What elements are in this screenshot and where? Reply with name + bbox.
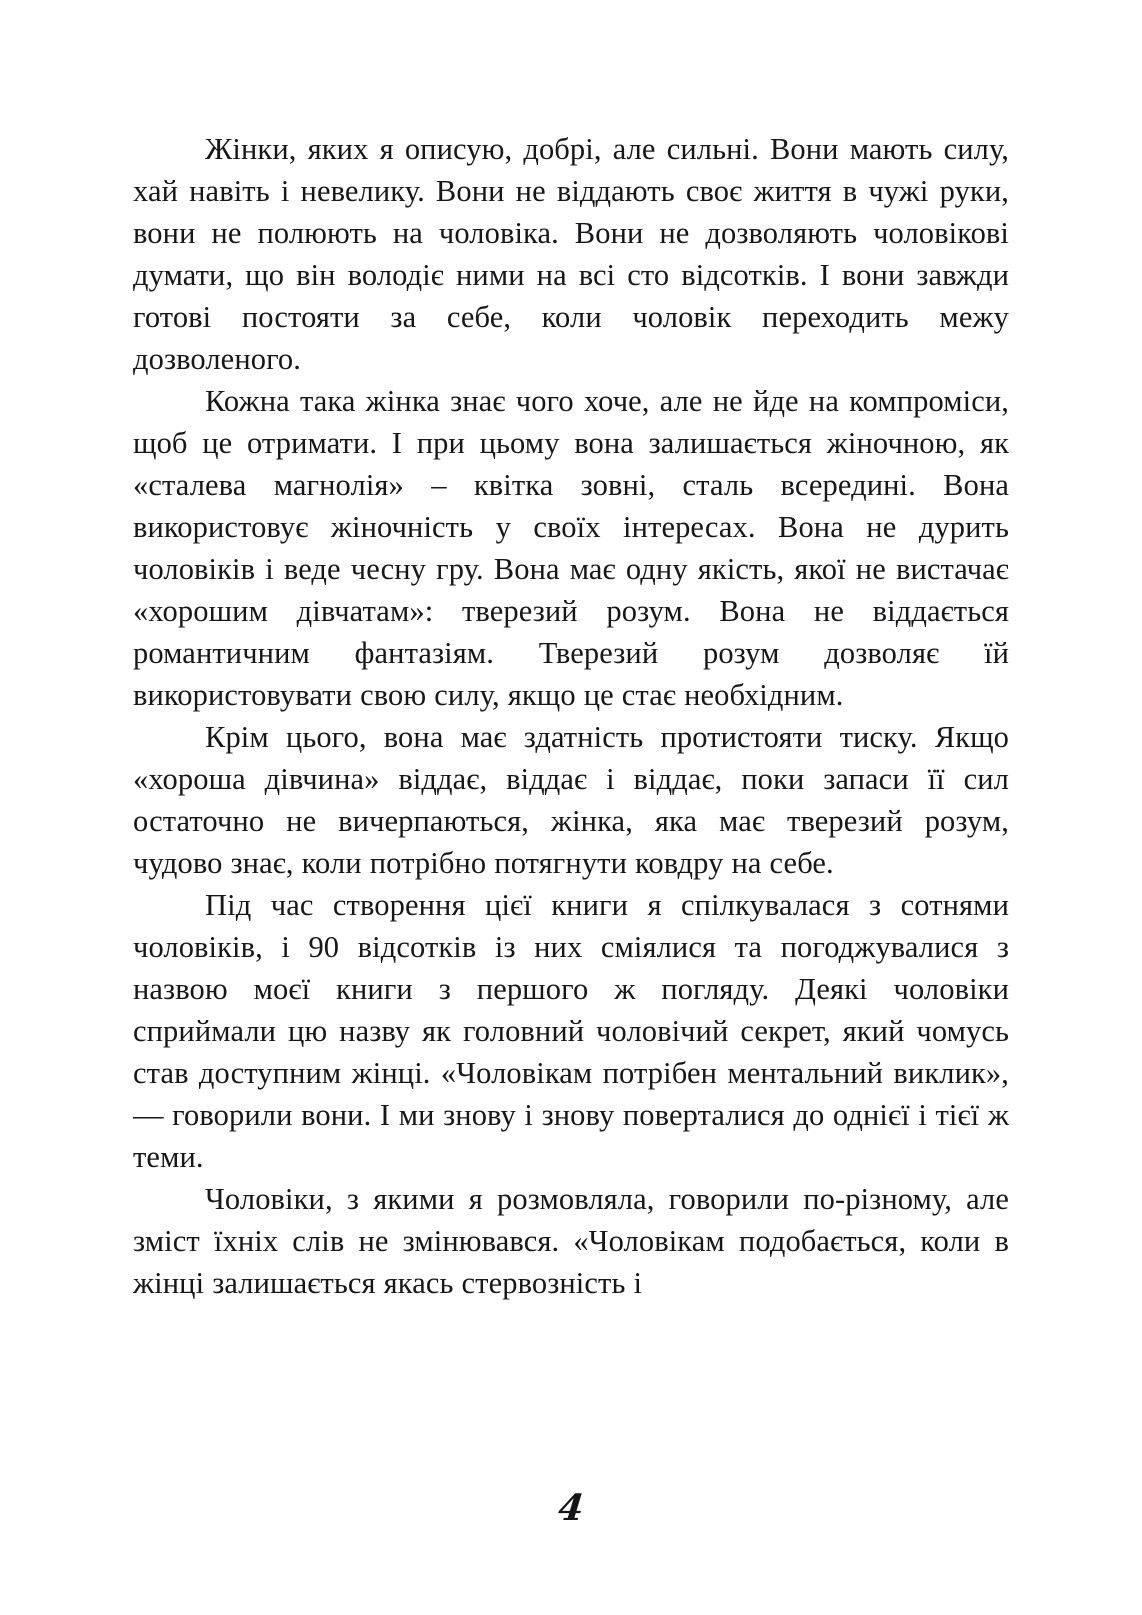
paragraph: Крім цього, вона має здатність протистояти тиску. Якщо «хороша дівчина» віддає, віддає і віддає, поки запаси її сил остаточно не вичерпаються, жінка, яка має тверезий розум, чудово знає, коли потрібно потягнути ковдру на себе. xyxy=(133,720,1009,880)
paragraph: Кожна така жінка знає чого хоче, але не йде на компроміси, щоб це отримати. І при цьому вона залишається жіночною, як «сталева магнолія» – квітка зовні, сталь всередині. Вона використовує жіночність у своїх інтересах. Вона не дурить чоловіків і веде чесну гру. Вона має одну якість, якої не вистачає «хорошим дівчатам»: тверезий розум. Вона не віддається романтичним фантазіям. Тверезий розум дозволяє їй використовувати свою силу, якщо це стає необхідним. xyxy=(133,384,1009,712)
paragraph: Чоловіки, з якими я розмовляла, говорили по-різному, але зміст їхніх слів не змінювався. «Чоловікам подобається, коли в жінці залишається якась стервозність і xyxy=(133,1182,1009,1300)
text-column xyxy=(133,128,1009,1304)
paragraph: Жінки, яких я описую, добрі, але сильні. Вони мають силу, хай навіть і невелику. Вони не віддають своє життя в чужі руки, вони не полюють на чоловіка. Вони не дозволяють чоловікові думати, що він володіє ними на всі сто відсотків. І вони завжди готові постояти за себе, коли чоловік переходить межу дозволеного. xyxy=(133,132,1009,376)
paragraph: Під час створення цієї книги я спілкувалася з сотнями чоловіків, і 90 відсотків із них сміялися та погоджувалися з назвою моєї книги з першого ж погляду. Деякі чоловіки сприймали цю назву як головний чоловічий секрет, який чомусь став доступним жінці. «Чоловікам потрібен ментальний виклик», — говорили вони. І ми знову і знову поверталися до однієї і тієї ж теми. xyxy=(133,888,1009,1174)
page-number: 4 xyxy=(556,1487,586,1529)
